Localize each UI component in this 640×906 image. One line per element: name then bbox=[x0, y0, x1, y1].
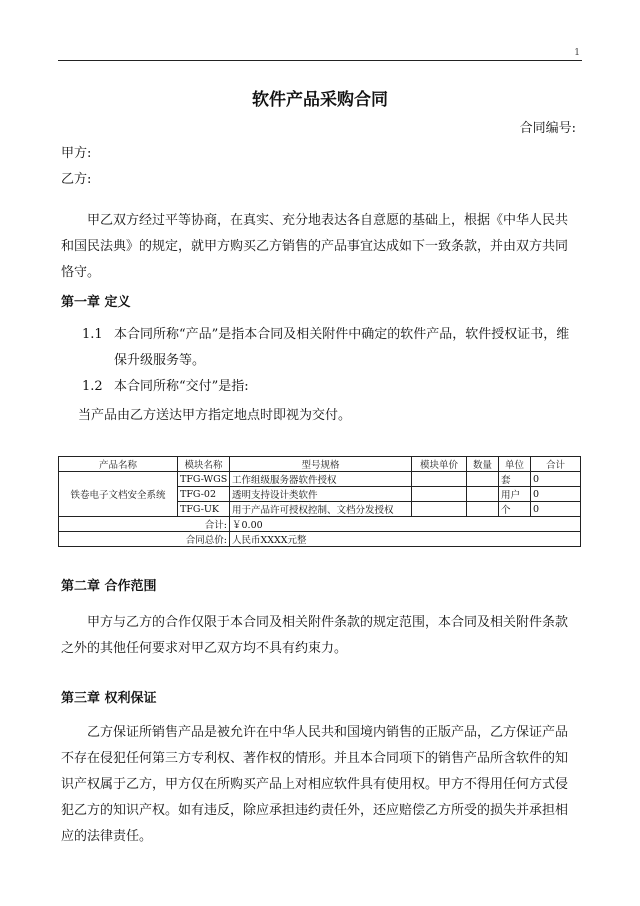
header-unit-price: 模块单价 bbox=[412, 457, 467, 472]
delivery-definition: 当产品由乙方送达甲方指定地点时即视为交付。 bbox=[78, 408, 352, 423]
intro-paragraph: 甲乙双方经过平等协商，在真实、充分地表达各自意愿的基础上，根据《中华人民共和国民法典》的规定，就甲方购买乙方销售的产品事宜达成如下一致条款，并由双方共同恪守。 bbox=[61, 213, 569, 280]
chapter-1-heading: 第一章 定义 bbox=[61, 295, 131, 310]
party-b-label: 乙方: bbox=[61, 172, 92, 187]
table-header-row bbox=[59, 457, 581, 472]
total-cell: 0 bbox=[531, 502, 581, 517]
qty-cell bbox=[467, 472, 499, 487]
subtotal-row bbox=[59, 517, 581, 532]
document-title: 软件产品采购合同 bbox=[252, 90, 388, 110]
table-row bbox=[59, 472, 581, 487]
total-cell: 0 bbox=[531, 472, 581, 487]
clause-1-1 bbox=[82, 322, 580, 374]
price-cell bbox=[412, 487, 467, 502]
header-spec: 型号规格 bbox=[230, 457, 412, 472]
unit-cell: 套 bbox=[499, 472, 531, 487]
clause-1-2-text: 本合同所称“交付”是指: bbox=[114, 379, 249, 394]
unit-cell: 个 bbox=[499, 502, 531, 517]
clause-1-2 bbox=[82, 374, 580, 400]
subtotal-label: 合计: bbox=[59, 517, 230, 532]
unit-cell: 用户 bbox=[499, 487, 531, 502]
chapter-2-paragraph: 甲方与乙方的合作仅限于本合同及相关附件条款的规定范围，本合同及相关附件条款之外的其他任何要求对甲乙双方均不具有约束力。 bbox=[61, 615, 569, 656]
header-total: 合计 bbox=[531, 457, 581, 472]
subtotal-value: ￥0.00 bbox=[230, 517, 581, 532]
party-a-label: 甲方: bbox=[61, 146, 92, 161]
total-cell: 0 bbox=[531, 487, 581, 502]
header-unit: 单位 bbox=[499, 457, 531, 472]
chapter-3-heading: 第三章 权利保证 bbox=[61, 691, 157, 706]
spec-cell: 透明支持设计类软件 bbox=[230, 487, 412, 502]
price-cell bbox=[412, 502, 467, 517]
clause-1-1-number: 1.1 bbox=[82, 327, 103, 342]
contract-number-label: 合同编号: bbox=[519, 121, 576, 136]
grand-total-value: 人民币XXXX元整 bbox=[230, 532, 581, 547]
page-number: 1 bbox=[574, 48, 580, 58]
spec-cell: 工作组级服务器软件授权 bbox=[230, 472, 412, 487]
module-cell: TFG-02 bbox=[178, 487, 230, 502]
chapter-2-heading: 第二章 合作范围 bbox=[61, 579, 157, 594]
header-module-name: 模块名称 bbox=[178, 457, 230, 472]
qty-cell bbox=[467, 502, 499, 517]
module-cell: TFG-WGS bbox=[178, 472, 230, 487]
product-name-cell: 铁卷电子文档安全系统 bbox=[59, 472, 178, 517]
header-quantity: 数量 bbox=[467, 457, 499, 472]
chapter-3-paragraph: 乙方保证所销售产品是被允许在中华人民共和国境内销售的正版产品，乙方保证产品不存在侵犯任何第三方专利权、著作权的情形。并且本合同项下的销售产品所含软件的知识产权属于乙方，甲方仅在所购买产品上对相应软件具有使用权。甲方不得用任何方式侵犯乙方的知识产权。如有违反，除应承担违约责任外，还应赔偿乙方所受的损失并承担相应的法律责任。 bbox=[61, 725, 569, 844]
qty-cell bbox=[467, 487, 499, 502]
module-cell: TFG-UK bbox=[178, 502, 230, 517]
clause-1-1-line2: 保升级服务等。 bbox=[114, 353, 206, 368]
price-cell bbox=[412, 472, 467, 487]
spec-cell: 用于产品许可授权控制、文档分发授权 bbox=[230, 502, 412, 517]
product-table bbox=[58, 456, 581, 547]
grand-total-row bbox=[59, 532, 581, 547]
clause-1-2-number: 1.2 bbox=[82, 379, 103, 394]
header-rule bbox=[58, 60, 582, 61]
header-product-name: 产品名称 bbox=[59, 457, 178, 472]
grand-total-label: 合同总价: bbox=[59, 532, 230, 547]
clause-1-1-line1: 本合同所称“产品”是指本合同及相关附件中确定的软件产品，软件授权证书，维 bbox=[114, 327, 570, 342]
